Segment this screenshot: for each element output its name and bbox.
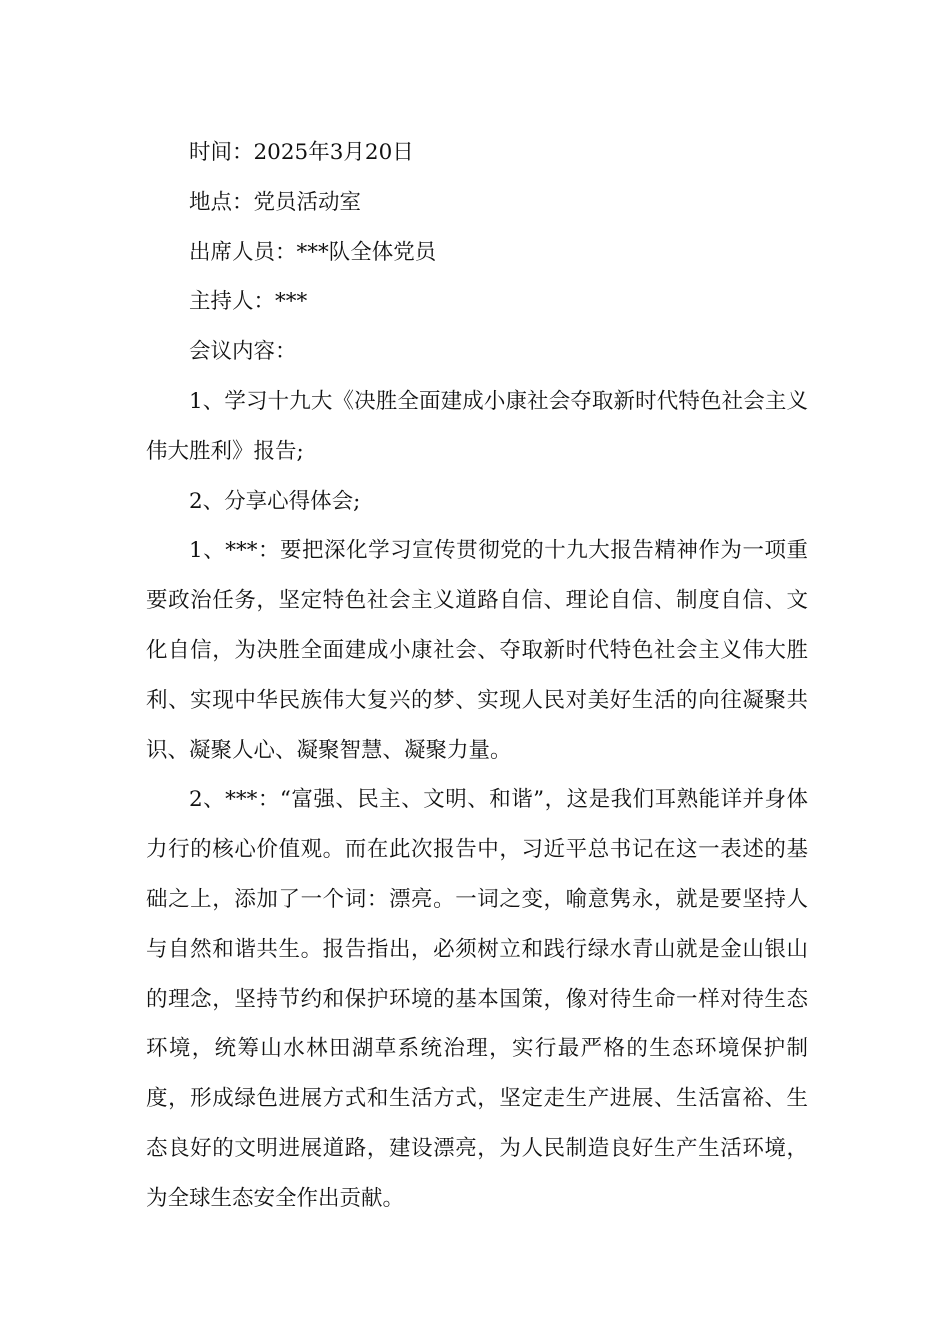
meeting-location: 地点：党员活动室 — [189, 189, 362, 215]
meeting-attendees: 出席人员：***队全体党员 — [189, 239, 437, 265]
agenda-item-2: 2、分享心得体会; — [189, 488, 361, 514]
document-body — [146, 128, 808, 1224]
meeting-time: 时间：2025年3月20日 — [189, 140, 414, 165]
meeting-host: 主持人：*** — [189, 289, 308, 315]
speech-paragraph-1: 1、***：要把深化学习宣传贯彻党的十九大报告精神作为一项重要政治任务，坚定特色社会主义道路自信、理论自信、制度自信、文化自信，为决胜全面建成小康社会、夺取新时代特色社会主义伟大胜利、实现中华民族伟大复兴的梦、实现人民对美好生活的向往凝聚共识、凝聚人心、凝聚智慧、凝聚力量。 — [146, 538, 808, 763]
agenda-item-1: 1、学习十九大《决胜全面建成小康社会夺取新时代特色社会主义伟大胜利》报告; — [146, 388, 808, 464]
speech-paragraph-2: 2、***：“富强、民主、文明、和谐”，这是我们耳熟能详并身体力行的核心价值观。而在此次报告中，习近平总书记在这一表述的基础之上，添加了一个词：漂亮。一词之变，喻意隽永，就是要坚持人与自然和谐共生。报告指出，必须树立和践行绿水青山就是金山银山的理念，坚持节约和保护环境的基本国策，像对待生命一样对待生态环境，统筹山水林田湖草系统治理，实行最严格的生态环境保护制度，形成绿色进展方式和生活方式，坚定走生产进展、生活富裕、生态良好的文明进展道路，建设漂亮，为人民制造良好生产生活环境，为全球生态安全作出贡献。 — [146, 787, 808, 1211]
meeting-content-label: 会议内容： — [189, 339, 297, 365]
